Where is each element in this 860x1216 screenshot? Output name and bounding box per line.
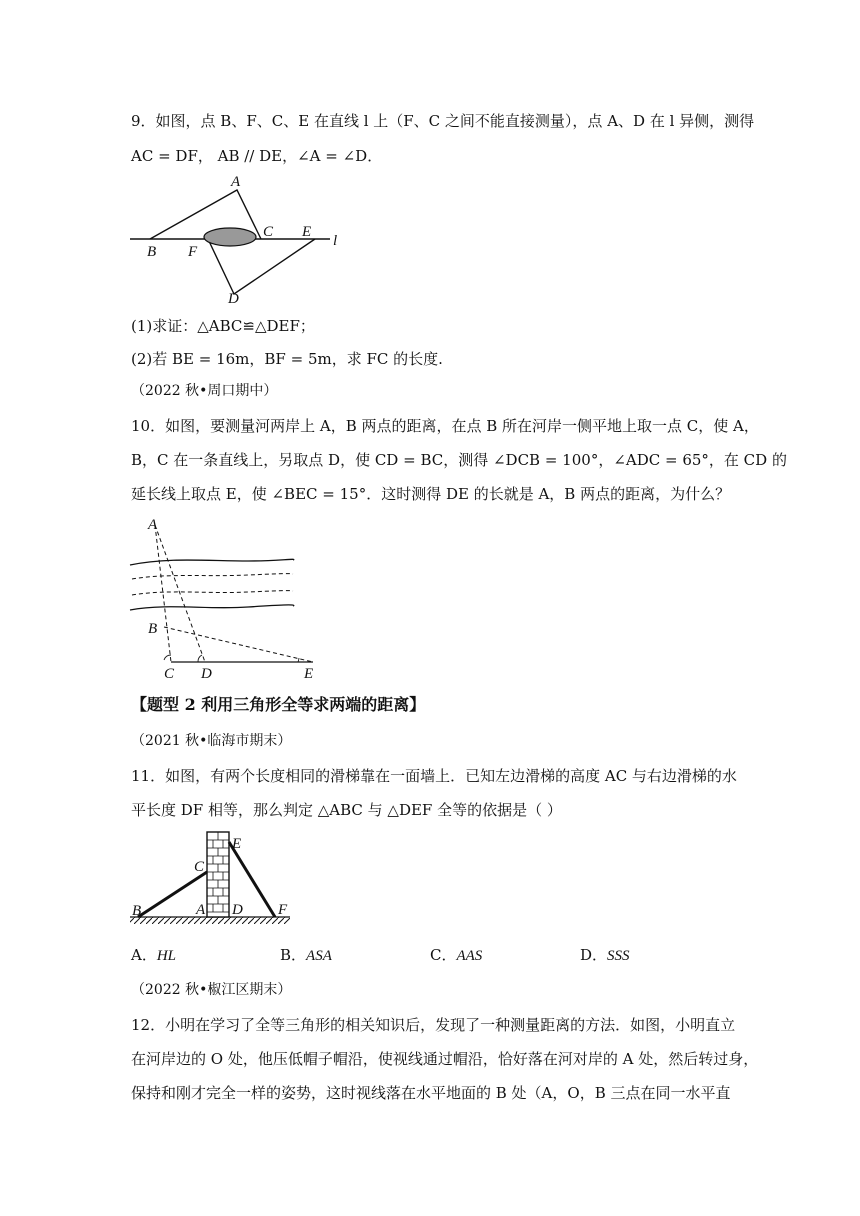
- q9-text-line2: AC = DF， AB // DE，∠A = ∠D．: [131, 147, 383, 165]
- river-bank-bottom: [130, 605, 294, 610]
- option-b[interactable]: [280, 944, 332, 967]
- option-c-text: AAS: [456, 948, 483, 964]
- q9-part2: (2)若 BE = 16m，BF = 5m，求 FC 的长度.: [131, 350, 443, 368]
- option-a-text: HL: [156, 948, 177, 964]
- label-F: F: [188, 244, 198, 260]
- option-c-letter: C．: [430, 946, 457, 964]
- label-E: E: [232, 836, 242, 852]
- source-note-2: （2021 秋•临海市期末）: [131, 733, 292, 749]
- q9-text-line1: 9．如图，点 B、F、C、E 在直线 l 上（F、C 之间不能直接测量），点 A、D 在 l 异侧，测得: [131, 112, 755, 130]
- q11-text-line2: 平长度 DF 相等，那么判定 △ABC 与 △DEF 全等的依据是（ ）: [131, 801, 562, 819]
- q10-text-line1: 10．如图，要测量河两岸上 A，B 两点的距离，在点 B 所在河岸一侧平地上取一点 C，使 A，: [131, 417, 759, 435]
- label-D: D: [228, 291, 239, 307]
- source-note-1: （2022 秋•周口期中）: [131, 383, 278, 399]
- label-B: B: [147, 244, 157, 260]
- q12-text-line2: 在河岸边的 O 处，他压低帽子帽沿，使视线通过帽沿，恰好落在河对岸的 A 处，然后转过身，: [131, 1050, 759, 1068]
- q11-text-line1: 11．如图，有两个长度相同的滑梯靠在一面墙上．已知左边滑梯的高度 AC 与右边滑梯的水: [131, 767, 737, 785]
- label-l: l: [333, 233, 338, 249]
- q10-figure: [128, 515, 328, 685]
- option-a-letter: A．: [131, 946, 157, 964]
- label-A: A: [231, 174, 241, 190]
- q10-text-line2: B，C 在一条直线上，另取点 D，使 CD = BC，测得 ∠DCB = 100°，∠ADC = 65°，在 CD 的: [131, 451, 787, 469]
- segment-be: [164, 627, 313, 662]
- q11-figure: [128, 828, 298, 938]
- label-C: C: [164, 666, 175, 682]
- label-F: F: [278, 902, 288, 918]
- label-C: C: [263, 224, 274, 240]
- q12-text-line1: 12．小明在学习了全等三角形的相关知识后，发现了一种测量距离的方法．如图，小明直立: [131, 1016, 736, 1034]
- q9-figure: [125, 170, 355, 310]
- obstacle-ellipse: [204, 228, 256, 246]
- q9-part1: (1)求证：△ABC≌△DEF；: [131, 317, 315, 335]
- option-a[interactable]: [131, 944, 176, 967]
- label-B: B: [148, 621, 158, 637]
- q10-text-line3: 延长线上取点 E，使 ∠BEC = 15°．这时测得 DE 的长就是 A，B 两点的距离，为什么？: [131, 485, 731, 503]
- label-B: B: [132, 903, 142, 919]
- option-d-text: SSS: [607, 948, 630, 964]
- segment-ad: [155, 525, 205, 662]
- option-b-letter: B．: [280, 946, 307, 964]
- label-D: D: [232, 902, 243, 918]
- angle-mark-c: [164, 655, 171, 660]
- ground-hatch: [130, 917, 290, 924]
- river-wave-2: [132, 591, 293, 595]
- option-c[interactable]: [430, 944, 482, 967]
- label-D: D: [201, 666, 212, 682]
- angle-mark-d: [198, 655, 202, 662]
- river-bank-top: [130, 559, 294, 565]
- triangle-def: [208, 239, 315, 294]
- label-A: A: [148, 517, 158, 533]
- label-A: A: [196, 902, 206, 918]
- river-wave-1: [132, 574, 293, 579]
- label-E: E: [304, 666, 314, 682]
- label-C: C: [194, 859, 205, 875]
- option-d[interactable]: [580, 944, 630, 967]
- section-heading: 【题型 2 利用三角形全等求两端的距离】: [131, 695, 426, 714]
- q12-text-line3: 保持和刚才完全一样的姿势，这时视线落在水平地面的 B 处（A，O，B 三点在同一水平直: [131, 1084, 731, 1102]
- option-d-letter: D．: [580, 946, 608, 964]
- option-b-text: ASA: [306, 948, 332, 964]
- source-note-3: （2022 秋•椒江区期末）: [131, 982, 292, 998]
- label-E: E: [302, 224, 312, 240]
